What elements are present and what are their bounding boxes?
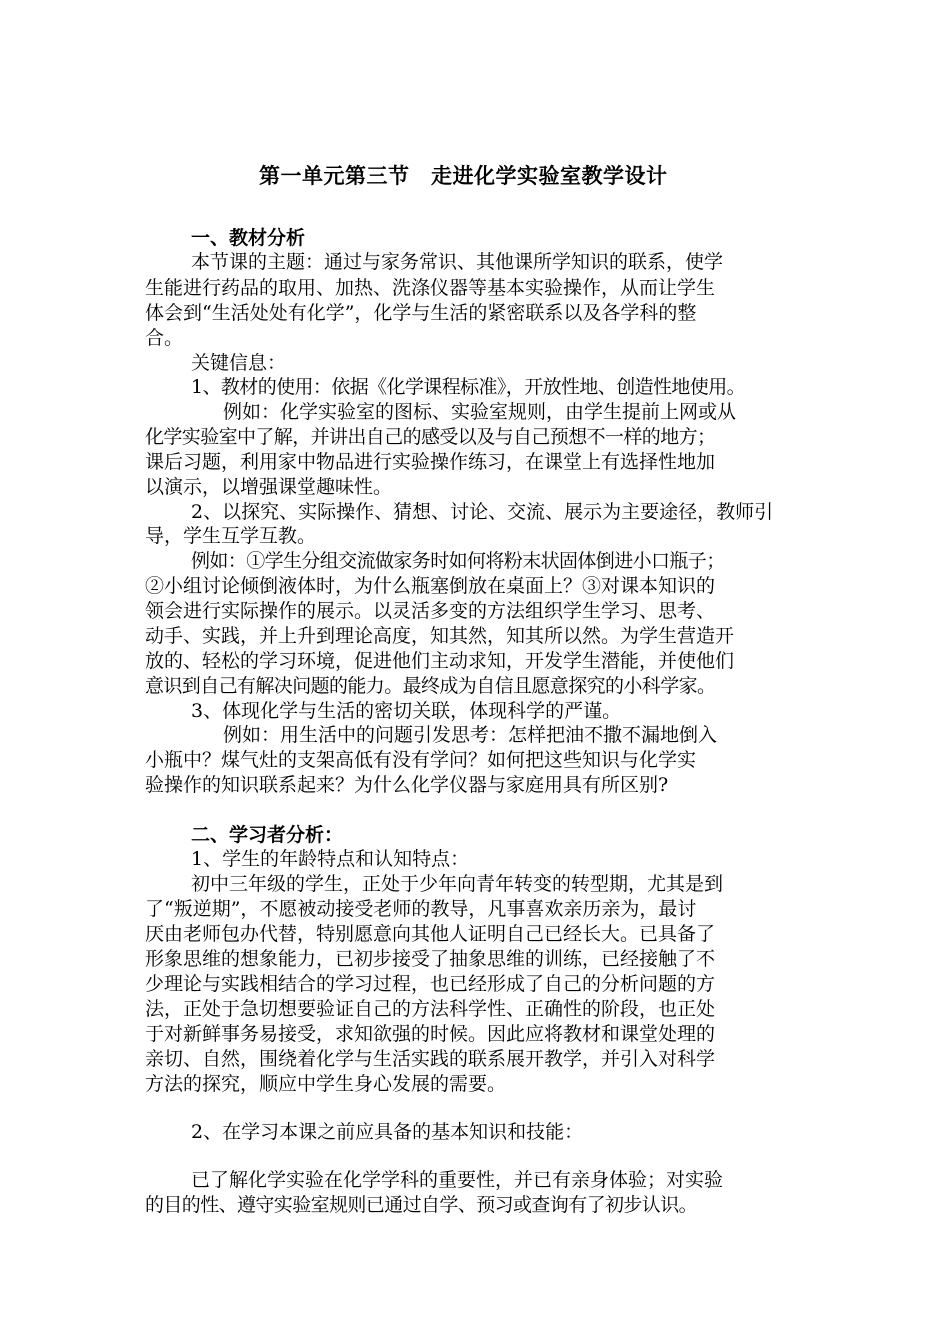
- paragraph-line: 形象思维的想象能力，已初步接受了抽象思维的训练，已经接触了不: [145, 948, 716, 970]
- paragraph-line: 以演示，以增强课堂趣味性。: [145, 476, 393, 498]
- document-title: 第一单元第三节 走进化学实验室教学设计: [259, 163, 668, 188]
- paragraph-line: 少理论与实践相结合的学习过程，也已经形成了自己的分析问题的方: [145, 973, 716, 995]
- paragraph-line: 于对新鲜事务易接受，求知欲强的时候。因此应将教材和课堂处理的: [145, 1023, 716, 1045]
- paragraph-line: 厌由老师包办代替，特别愿意向其他人证明自己已经长大。已具备了: [145, 923, 716, 945]
- paragraph-line: 导，学生互学互教。: [145, 525, 317, 547]
- paragraph-line: 的目的性、遵守实验室规则已通过自学、预习或查询有了初步认识。: [145, 1194, 698, 1216]
- paragraph-line: 放的、轻松的学习环境，促进他们主动求知，开发学生潜能，并使他们: [145, 650, 735, 672]
- paragraph-line: 例如：用生活中的问题引发思考：怎样把油不撒不漏地倒入: [223, 724, 718, 746]
- paragraph-line: 例如：化学实验室的图标、实验室规则，由学生提前上网或从: [223, 401, 737, 423]
- paragraph-line: 初中三年级的学生，正处于少年向青年转变的转型期，尤其是到: [191, 873, 724, 895]
- subheading: 2、在学习本课之前应具备的基本知识和技能：: [191, 1121, 584, 1143]
- paragraph-line: 意识到自己有解决问题的能力。最终成为自信且愿意探究的小科学家。: [145, 675, 716, 697]
- paragraph-line: ②小组讨论倾倒液体时，为什么瓶塞倒放在桌面上？③对课本知识的: [145, 575, 716, 597]
- list-item: 2、以探究、实际操作、猜想、讨论、交流、展示为主要途径，教师引: [191, 501, 774, 523]
- paragraph-line: 本节课的主题：通过与家务常识、其他课所学知识的联系，使学: [191, 251, 724, 273]
- paragraph-line: 合。: [145, 327, 184, 349]
- document-page: [145, 0, 810, 1344]
- paragraph-line: 领会进行实际操作的展示。以灵活多变的方法组织学生学习、思考、: [145, 600, 716, 622]
- paragraph-line: 动手、实践，并上升到理论高度，知其然，知其所以然。为学生营造开: [145, 625, 735, 647]
- paragraph-line: 验操作的知识联系起来？为什么化学仪器与家庭用具有所区别?: [145, 774, 669, 796]
- list-item: 3、体现化学与生活的密切关联，体现科学的严谨。: [191, 700, 622, 722]
- paragraph-line: 例如：①学生分组交流做家务时如何将粉末状固体倒进小口瓶子；: [191, 550, 725, 572]
- paragraph-line: 课后习题，利用家中物品进行实验操作练习，在课堂上有选择性地加: [145, 451, 716, 473]
- paragraph-line: 已了解化学实验在化学学科的重要性，并已有亲身体验；对实验: [191, 1169, 724, 1191]
- paragraph-line: 化学实验室中了解，并讲出自己的感受以及与自己预想不一样的地方；: [145, 426, 716, 448]
- section-heading-textbook-analysis: 一、教材分析: [191, 227, 306, 249]
- paragraph-line: 体会到“生活处处有化学”，化学与生活的紧密联系以及各学科的整: [145, 302, 697, 324]
- list-item: 1、教材的使用：依据《化学课程标准》，开放性地、创造性地使用。: [191, 376, 745, 398]
- paragraph-line: 亲切、自然，围绕着化学与生活实践的联系展开教学，并引入对科学: [145, 1048, 716, 1070]
- key-info-label: 关键信息：: [191, 352, 287, 374]
- paragraph-line: 生能进行药品的取用、加热、洗涤仪器等基本实验操作，从而让学生: [145, 277, 716, 299]
- section-heading-learner-analysis: 二、学习者分析：: [191, 824, 344, 846]
- paragraph-line: 了“叛逆期”，不愿被动接受老师的教导，凡事喜欢亲历亲为，最讨: [145, 898, 697, 920]
- paragraph-line: 小瓶中？煤气灶的支架高低有没有学问？如何把这些知识与化学实: [145, 749, 697, 771]
- paragraph-line: 方法的探究，顺应中学生身心发展的需要。: [145, 1073, 507, 1095]
- paragraph-line: 法，正处于急切想要验证自己的方法科学性、正确性的阶段，也正处: [145, 998, 716, 1020]
- subheading: 1、学生的年龄特点和认知特点：: [191, 848, 470, 870]
